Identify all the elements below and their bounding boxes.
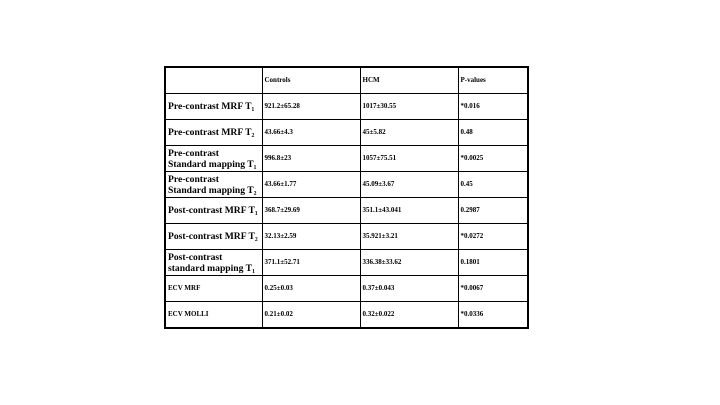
hcm-cell: 351.1±43.041: [360, 198, 458, 224]
table-row: [165, 146, 528, 172]
p-value-cell: *0.0272: [458, 224, 528, 250]
p-value-cell: 0.45: [458, 172, 528, 198]
row-label: [165, 94, 262, 120]
hcm-cell: 336.38±33.62: [360, 250, 458, 276]
controls-cell: 43.66±1.77: [262, 172, 360, 198]
p-value-cell: 0.2987: [458, 198, 528, 224]
row-label-line: Standard mapping T₂: [168, 184, 257, 196]
row-label-line: Standard mapping T₁: [168, 158, 257, 170]
table-row: [165, 120, 528, 146]
row-label-line: standard mapping T₁: [168, 262, 255, 274]
controls-cell: 0.25±0.03: [262, 276, 360, 302]
comparison-table: [164, 66, 529, 329]
header-empty-cell: [165, 67, 262, 94]
table-row: [165, 224, 528, 250]
header-controls: Controls: [262, 67, 360, 94]
controls-cell: 996.8±23: [262, 146, 360, 172]
row-label: [165, 198, 262, 224]
table-row: [165, 276, 528, 302]
hcm-cell: 45.09±3.67: [360, 172, 458, 198]
p-value-cell: 0.1801: [458, 250, 528, 276]
row-label: [165, 224, 262, 250]
controls-cell: 921.2±65.28: [262, 94, 360, 120]
table-row: [165, 302, 528, 329]
row-label: [165, 120, 262, 146]
hcm-cell: 0.32±0.022: [360, 302, 458, 329]
p-value-cell: *0.0336: [458, 302, 528, 329]
header-hcm: HCM: [360, 67, 458, 94]
row-label-line: Pre-contrast: [168, 147, 219, 159]
row-label-line: Post-contrast MRF T₁: [168, 205, 258, 216]
controls-cell: 0.21±0.02: [262, 302, 360, 329]
row-label-line: Post-contrast: [168, 251, 223, 263]
p-value-cell: *0.016: [458, 94, 528, 120]
row-label-line: Pre-contrast: [168, 173, 219, 185]
row-label-line: Post-contrast MRF T₂: [168, 231, 258, 242]
hcm-cell: 45±5.82: [360, 120, 458, 146]
row-label: [165, 276, 262, 302]
table-row: [165, 250, 528, 276]
table-header-row: [165, 67, 528, 94]
hcm-cell: 0.37±0.043: [360, 276, 458, 302]
table-row: [165, 172, 528, 198]
hcm-cell: 1057±75.51: [360, 146, 458, 172]
row-label: [165, 146, 262, 172]
p-value-cell: *0.0025: [458, 146, 528, 172]
table-row: [165, 198, 528, 224]
p-value-cell: 0.48: [458, 120, 528, 146]
hcm-cell: 1017±30.55: [360, 94, 458, 120]
table-row: [165, 94, 528, 120]
controls-cell: 43.66±4.3: [262, 120, 360, 146]
header-p-values: P-values: [458, 67, 528, 94]
row-label: [165, 302, 262, 329]
row-label-line: ECV MRF: [168, 284, 201, 292]
row-label: [165, 250, 262, 276]
controls-cell: 368.7±29.69: [262, 198, 360, 224]
controls-cell: 371.1±52.71: [262, 250, 360, 276]
hcm-cell: 35.921±3.21: [360, 224, 458, 250]
row-label-line: ECV MOLLI: [168, 310, 209, 318]
p-value-cell: *0.0067: [458, 276, 528, 302]
controls-cell: 32.13±2.59: [262, 224, 360, 250]
row-label-line: Pre-contrast MRF T₁: [168, 101, 255, 112]
row-label-line: Pre-contrast MRF T₂: [168, 127, 255, 138]
row-label: [165, 172, 262, 198]
